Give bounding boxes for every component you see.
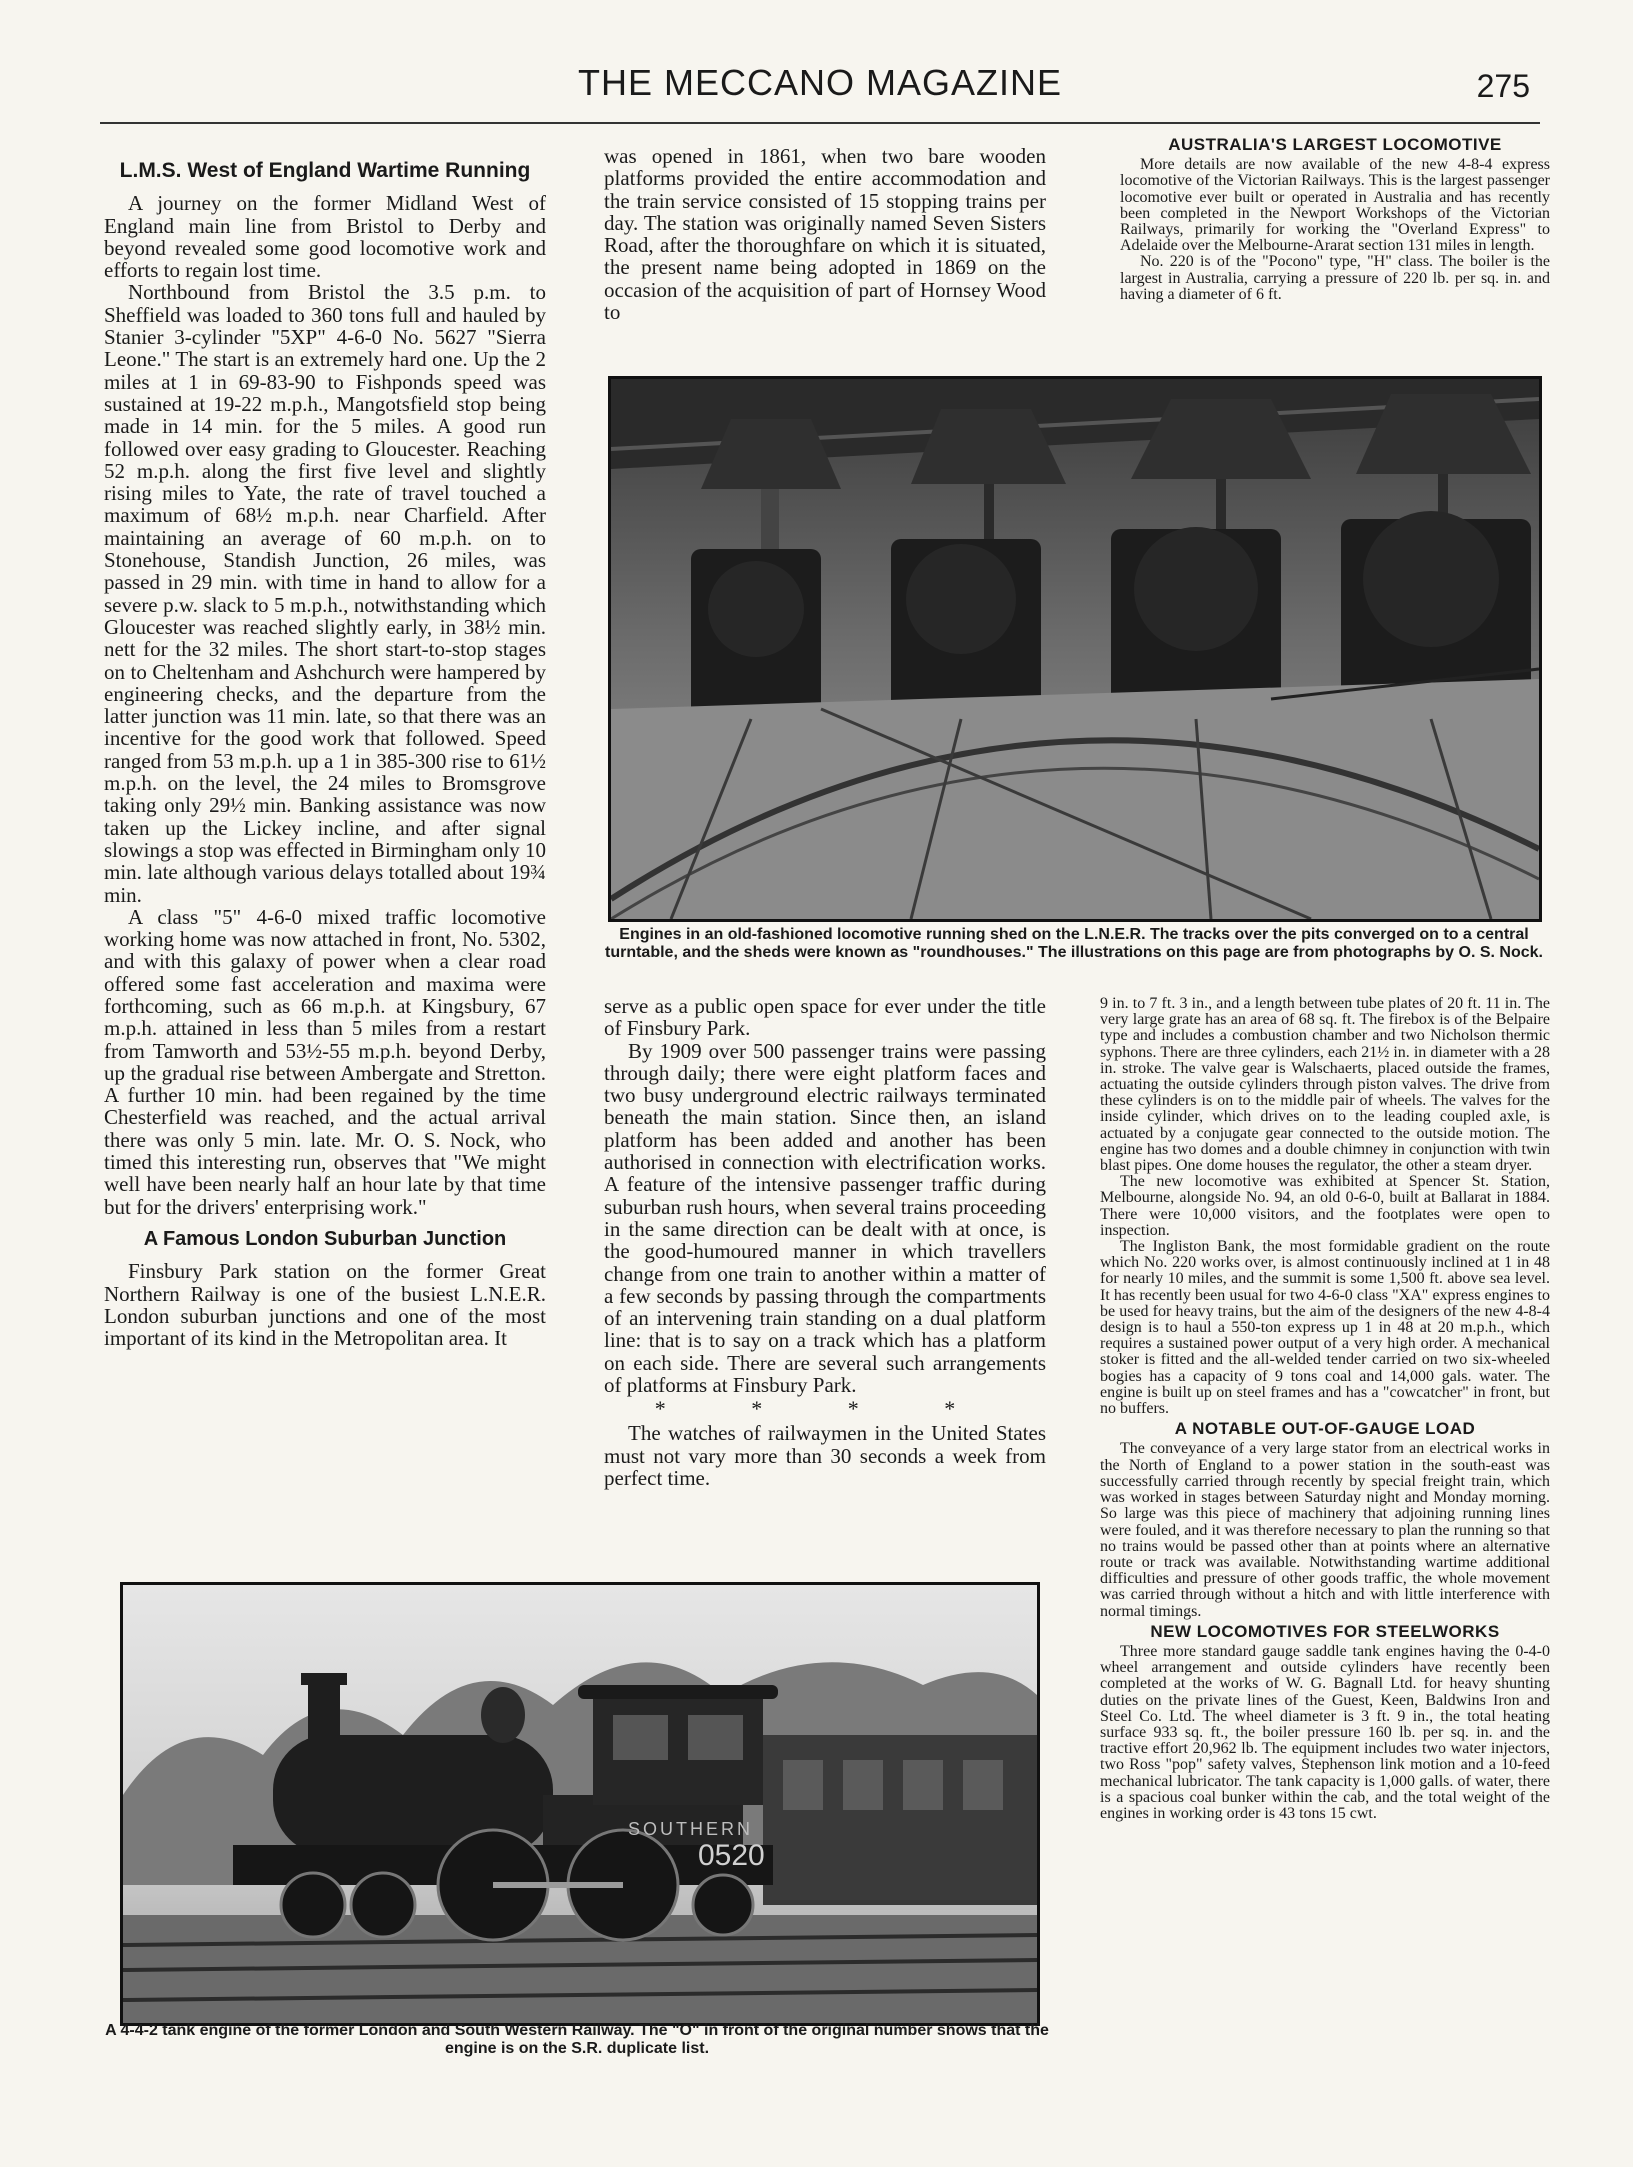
paragraph: The conveyance of a very large stator from an electrical works in the North of England to a power station in the south-east was successfully carried through recently by special freight train, which was worked in stages between Saturday night and Monday morning. So large was this piece of machinery that adjoining running lines were fouled, and it was therefore necessary to plan the running so that no trains would be passed other than at points where an alternative route or track was available. Notwithstanding wartime additional difficulties and pressure of other goods traffic, the whole movement was carried through without a hitch and with little interference with normal timings.	[1100, 1440, 1550, 1620]
paragraph: The Ingliston Bank, the most formidable gradient on the route which No. 220 works over, is almost continuously inclined at 1 in 48 for nearly 10 miles, and the summit is some 1,500 ft. above sea level. It has recently been usual for two 4-6-0 class "XA" express engines to be used for heavy trains, but the aim of the designers of the new 4-8-4 design is to haul a 550-ton express up 1 in 48 at 20 m.p.h., which requires a sustained power output of a very high order. A mechanical stoker is fitted and the all-welded tender carried on two six-wheeled bogies has a capacity of 9 tons coal and 14,000 gals. water. The engine is built up on steel frames and has a "cowcatcher" in front, but no buffers.	[1100, 1238, 1550, 1418]
tank-engine-illustration	[123, 1585, 1037, 2023]
paragraph: No. 220 is of the "Pocono" type, "H" class. The boiler is the largest in Australia, carrying a pressure of 220 lb. per sq. in. and having a diameter of 6 ft.	[1120, 253, 1550, 303]
article-title-out-of-gauge: A NOTABLE OUT-OF-GAUGE LOAD	[1174, 1419, 1476, 1439]
paragraph: The new locomotive was exhibited at Spencer St. Station, Melbourne, alongside No. 94, an old 0-6-0, built at Ballarat in 1884. There were 10,000 visitors, and the footplates were open to inspection.	[1100, 1173, 1550, 1239]
column-right	[1100, 996, 1550, 2068]
column-left	[104, 160, 546, 1560]
photo-roundhouse-caption: Engines in an old-fashioned locomotive running shed on the L.N.E.R. The tracks over the pits converged on to a central turntable, and the sheds were known as "roundhouses." The illustrations on this page are from photographs by O. S. Nock.	[605, 926, 1543, 961]
column-middle-bottom	[604, 995, 1046, 1555]
paragraph: 9 in. to 7 ft. 3 in., and a length between tube plates of 20 ft. 11 in. The very large grate has an area of 68 sq. ft. The firebox is of the Belpaire type and includes a combustion chamber and two Nicholson thermic syphons. There are three cylinders, each 21½ in. in diameter with a 28 in. stroke. The valve gear is Walschaerts, placed outside the frames, actuating the outside cylinders through piston valves. The drive from these cylinders is on to the middle pair of wheels. The valves for the inside cylinder, which drives on to the leading coupled axle, is actuated by a conjugate gear connected to the outside motion. The engine has two domes and a double chimney in conjunction with twin blast pipes. One dome houses the regulator, the other a steam dryer.	[1100, 996, 1550, 1175]
photo-tank-engine-caption: A 4-4-2 tank engine of the former London and South Western Railway. The "O" in front of the original number shows that the engine is on the S.R. duplicate list.	[105, 2022, 1049, 2057]
paragraph: serve as a public open space for ever under the title of Finsbury Park.	[604, 995, 1046, 1041]
photo-roundhouse	[608, 376, 1542, 922]
article-title-australia: AUSTRALIA'S LARGEST LOCOMOTIVE	[1168, 135, 1502, 154]
column-middle-top	[604, 145, 1046, 355]
page-header	[100, 62, 1540, 124]
paragraph: Northbound from Bristol the 3.5 p.m. to Sheffield was loaded to 360 tons full and hauled by Stanier 3-cylinder "5XP" 4-6-0 No. 5627 "Sierra Leone." The start is an extremely hard one. Up the 2 miles at 1 in 69-83-90 to Fishponds speed was sustained at 19-22 m.p.h., Mangotsfield stop being made in 14 min. for the 5 miles. A good run followed over easy grading to Gloucester. Reaching 52 m.p.h. along the first five level and slightly rising miles to Yate, the rate of travel touched a maximum of 68½ m.p.h. near Charfield. After maintaining an average of 60 m.p.h. on to Stonehouse, Standish Junction, 26 miles, was passed in 29 min. with time in hand to allow for a severe p.w. slack to 5 m.p.h., notwithstanding which Gloucester was reached slightly early, in 38½ min. nett for the 32 miles. The short start-to-stop stages on to Cheltenham and Ashchurch were hampered by engineering checks, and the departure from the latter junction was 11 min. late, so that there was an incentive for the good work that followed. Speed ranged from 53 m.p.h. up a 1 in 385-300 rise to 61½ m.p.h. on the level, the 24 miles to Bromsgrove taking only 29½ min. Banking assistance was now taken up the Lickey incline, and after signal slowings a stop was effected in Birmingham only 10 min. late although various delays totalled about 19¾ min.	[104, 280, 546, 907]
paragraph: The watches of railwaymen in the United States must not vary more than 30 seconds a week from perfect time.	[604, 1421, 1046, 1490]
engine-number: 0520	[698, 1839, 765, 1872]
australia-article	[1120, 133, 1550, 348]
engine-lettering: SOUTHERN	[628, 1819, 754, 1839]
paragraph: Three more standard gauge saddle tank engines having the 0-4-0 wheel arrangement and outside cylinders have recently been completed at the works of W. G. Bagnall Ltd. for heavy shunting duties on the private lines of the Guest, Keen, Baldwins Iron and Steel Co. Ltd. The wheel diameter is 3 ft. 9 in., the total heating surface 933 sq. ft., the boiler pressure 160 lb. per sq. in. and the tractive effort 20,962 lb. The equipment includes two water injectors, two Ross "pop" safety valves, Stephenson link motion and a 10-feed mechanical lubricator. The tank capacity is 1,000 galls. of water, there is a spacious coal bunker within the cab, and the total weight of the engines in working order is 43 tons 15 cwt.	[1100, 1642, 1550, 1822]
article-title-wartime-running: L.M.S. West of England Wartime Running	[119, 160, 531, 182]
masthead: THE MECCANO MAGAZINE	[577, 62, 1063, 103]
paragraph: A class "5" 4-6-0 mixed traffic locomotive working home was now attached in front, No. 5302, and with this galaxy of power when a clear road offered some fast acceleration and maxima were forthcoming, such as 66 m.p.h. at Kingsbury, 67 m.p.h. attained in less than 5 miles from a restart from Tamworth and 53½-55 m.p.h. beyond Derby, up the gradual rise between Ambergate and Stretton. A further 10 min. had been regained by the time Chesterfield was reached, and the actual arrival there was only 5 min. late. Mr. O. S. Nock, who timed this interesting run, observes that "We might well have been nearly half an hour late by that time but for the drivers' enterprising work."	[104, 904, 546, 1219]
paragraph: A journey on the former Midland West of England main line from Bristol to Derby and beyond revealed some good locomotive work and efforts to regain lost time.	[104, 191, 546, 283]
article-title-finsbury-park: A Famous London Suburban Junction	[143, 1227, 507, 1250]
article-title-steelworks: NEW LOCOMOTIVES FOR STEELWORKS	[1150, 1621, 1500, 1641]
paragraph: By 1909 over 500 passenger trains were passing through daily; there were eight platform faces and two busy underground electric railways terminated beneath the main station. Since then, an island platform has been added and another has been authorised in connection with electrification works. A feature of the intensive passenger traffic during suburban rush hours, when several trains proceeding in the same direction can be dealt with at once, is the good-humoured manner in which travellers change from one train to another within a matter of a few seconds by passing through the compartments of an intervening train standing on a dual platform line: that is to say on a track which has a platform on each side. There are several such arrangements of platforms at Finsbury Park.	[604, 1038, 1046, 1398]
paragraph: Finsbury Park station on the former Great Northern Railway is one of the busiest L.N.E.R. London suburban junctions and one of the most important of its kind in the Metropolitan area. It	[104, 1259, 546, 1351]
paragraph: More details are now available of the new 4-8-4 express locomotive of the Victorian Railways. This is the largest passenger locomotive ever built or operated in Australia and has recently been completed in the Newport Workshops of the Victorian Railways, primarily for working the "Overland Express" to Adelaide over the Melbourne-Ararat section 131 miles in length.	[1120, 156, 1550, 255]
page-number: 275	[1476, 68, 1530, 104]
roundhouse-illustration	[611, 379, 1539, 919]
photo-tank-engine	[120, 1582, 1040, 2026]
paragraph: was opened in 1861, when two bare wooden platforms provided the entire accommodation and the train service consisted of 15 stopping trains per day. The station was originally named Seven Sisters Road, after the thoroughfare on which it is situated, the present name being adopted in 1869 on the occasion of the acquisition of part of Hornsey Wood to	[604, 145, 1046, 325]
section-separator: * * * *	[654, 1396, 996, 1422]
